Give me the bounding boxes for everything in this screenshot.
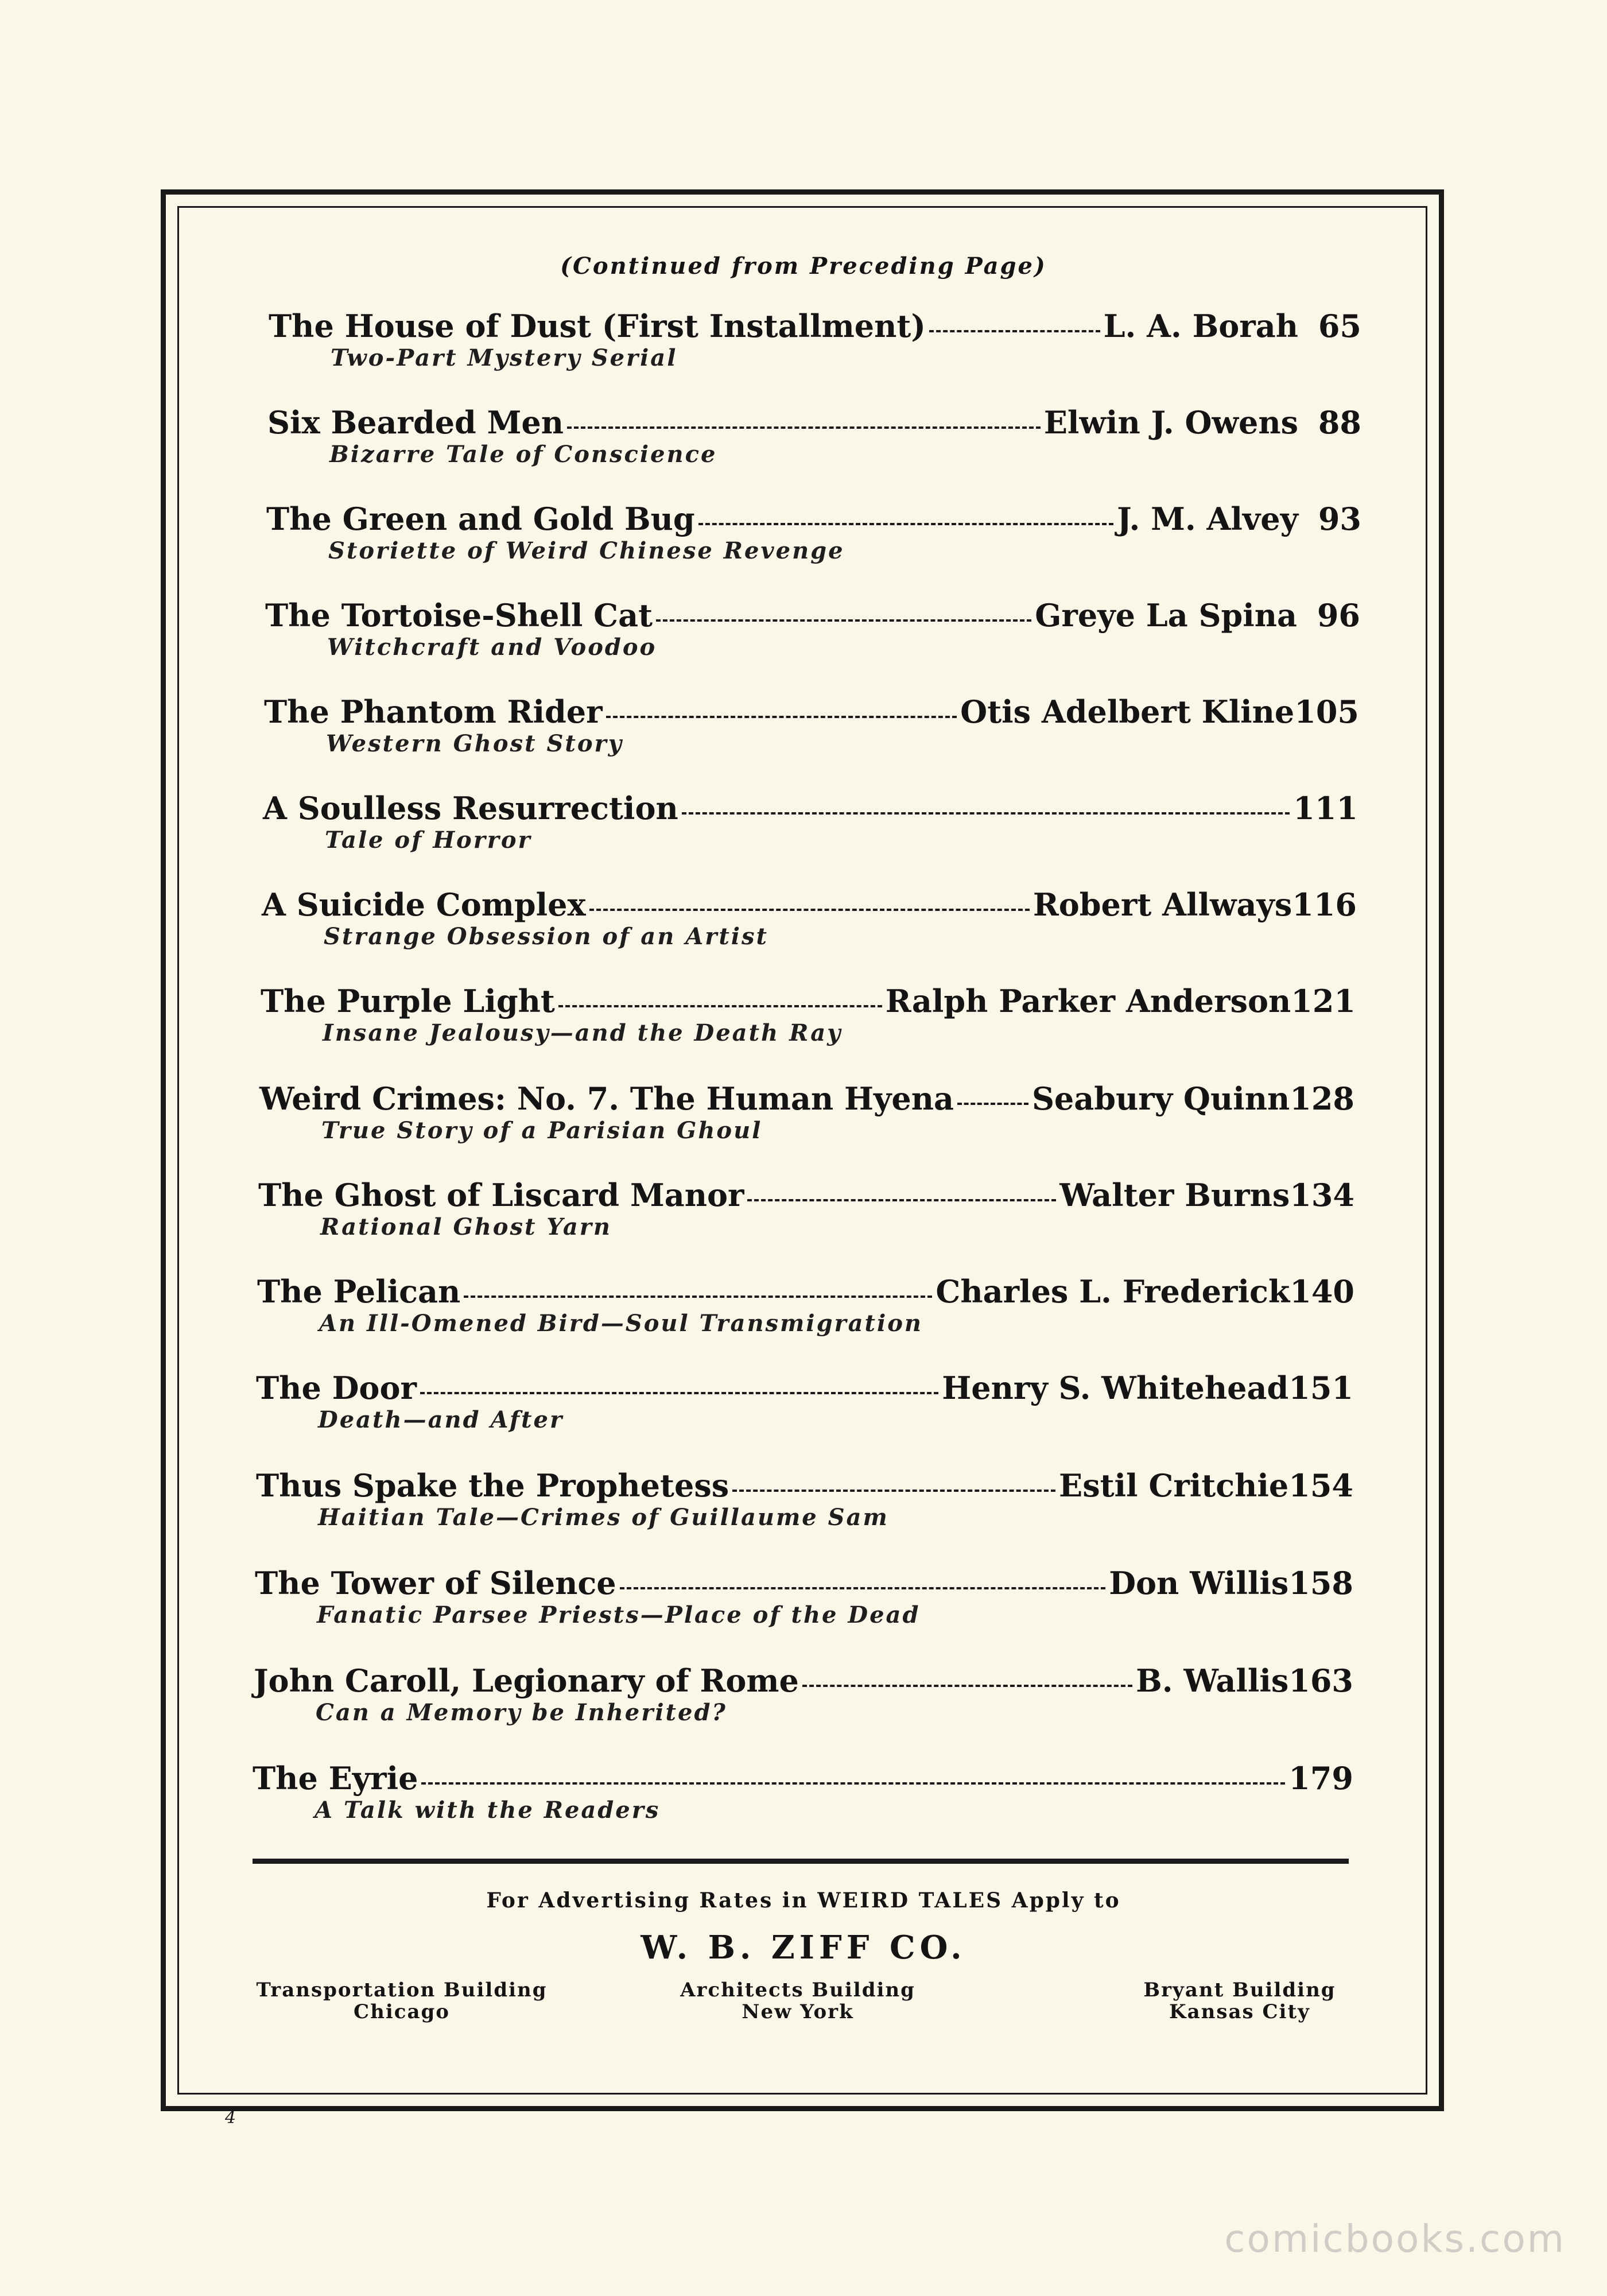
page-number: 179 (1288, 1760, 1353, 1797)
page-number: 163 (1288, 1662, 1353, 1699)
story-author: Elwin J. Owens (1043, 404, 1298, 441)
story-title: A Soulless Resurrection (263, 790, 678, 827)
dot-leader (589, 909, 1030, 911)
story-author: B. Wallis (1136, 1662, 1289, 1699)
office-building: Transportation Building (256, 1979, 548, 2002)
story-author: Charles L. Frederick (936, 1273, 1290, 1310)
story-title: The House of Dust (First Installment) (269, 308, 926, 344)
dot-leader (567, 426, 1041, 429)
dot-leader (656, 619, 1031, 622)
story-author: Seabury Quinn (1031, 1080, 1290, 1117)
story-title: A Suicide Complex (262, 886, 586, 923)
toc-entry (269, 308, 1361, 394)
page-number: 158 (1288, 1565, 1353, 1601)
toc-entry (255, 1565, 1353, 1651)
toc-entry (261, 983, 1356, 1069)
story-subtitle: Death—and After (318, 1406, 564, 1433)
toc-entry (264, 693, 1359, 779)
story-subtitle: Western Ghost Story (326, 730, 623, 757)
company-name: W. B. ZIFF CO. (641, 1929, 966, 1967)
story-subtitle: Two-Part Mystery Serial (331, 344, 678, 371)
toc-entry (254, 1662, 1353, 1748)
office-new-york (637, 1979, 958, 2023)
toc-entry (266, 501, 1361, 587)
dot-leader (682, 812, 1290, 815)
toc-entry (263, 790, 1358, 876)
toc-entry (253, 1760, 1353, 1846)
toc-entry (267, 404, 1361, 490)
office-chicago (241, 1979, 562, 2023)
story-author: Robert Allways (1032, 886, 1292, 923)
folio-number: 4 (225, 2108, 236, 2128)
dot-leader (929, 330, 1100, 332)
story-title: The Phantom Rider (264, 693, 603, 730)
dot-leader (957, 1103, 1028, 1105)
dot-leader (606, 716, 957, 718)
story-title: The Tower of Silence (255, 1565, 616, 1601)
page-number: 88 (1318, 404, 1361, 441)
story-subtitle: Insane Jealousy—and the Death Ray (323, 1019, 843, 1046)
story-title: John Caroll, Legionary of Rome (254, 1662, 799, 1699)
story-author: Walter Burns (1059, 1177, 1290, 1213)
dot-leader (558, 1005, 882, 1007)
story-title: Weird Crimes: No. 7. The Human Hyena (259, 1080, 954, 1117)
page-number: 111 (1293, 790, 1358, 827)
toc-entry (259, 1080, 1354, 1166)
page-number: 151 (1288, 1370, 1353, 1406)
story-subtitle: Witchcraft and Voodoo (327, 634, 657, 661)
toc-entry (257, 1273, 1354, 1359)
story-subtitle: Storiette of Weird Chinese Revenge (328, 537, 845, 564)
story-subtitle: Can a Memory be Inherited? (316, 1699, 727, 1726)
story-title: The Eyrie (253, 1760, 418, 1797)
story-subtitle: Tale of Horror (325, 827, 532, 854)
story-title: The Pelican (257, 1273, 461, 1310)
toc-entry (262, 886, 1357, 972)
story-author: Don Willis (1109, 1565, 1289, 1601)
dot-leader (732, 1490, 1055, 1492)
story-subtitle: A Talk with the Readers (315, 1797, 661, 1824)
page-number: 121 (1291, 983, 1356, 1019)
story-subtitle: Rational Ghost Yarn (320, 1213, 612, 1240)
story-author: Greye La Spina (1035, 597, 1297, 634)
page-number: 134 (1290, 1177, 1354, 1213)
story-title: Six Bearded Men (267, 404, 564, 441)
story-author: Henry S. Whitehead (942, 1370, 1289, 1406)
toc-entry (256, 1467, 1353, 1553)
office-building: Architects Building (680, 1979, 915, 2002)
story-title: The Green and Gold Bug (266, 501, 695, 537)
story-subtitle: An Ill-Omened Bird—Soul Transmigration (319, 1310, 923, 1337)
office-city: Chicago (354, 2000, 450, 2023)
dot-leader (747, 1199, 1056, 1201)
page-number: 96 (1317, 597, 1360, 634)
dot-leader (620, 1587, 1106, 1589)
story-title: The Door (256, 1370, 417, 1406)
advertising-note: For Advertising Rates in WEIRD TALES Apply to (486, 1888, 1121, 1913)
office-building: Bryant Building (1143, 1979, 1336, 2002)
toc-entry (256, 1370, 1353, 1456)
dot-leader (464, 1296, 932, 1298)
story-title: The Ghost of Liscard Manor (258, 1177, 744, 1213)
story-title: The Tortoise-Shell Cat (265, 597, 653, 634)
page-number: 65 (1318, 308, 1361, 344)
story-author: Otis Adelbert Kline (960, 693, 1295, 730)
story-title: The Purple Light (261, 983, 555, 1019)
continued-note: (Continued from Preceding Page) (560, 253, 1047, 280)
toc-entry (258, 1177, 1354, 1263)
story-author: J. M. Alvey (1117, 501, 1298, 537)
story-subtitle: Haitian Tale—Crimes of Guillaume Sam (318, 1504, 889, 1531)
story-subtitle: Fanatic Parsee Priests—Place of the Dead (317, 1601, 921, 1628)
page-number: 140 (1290, 1273, 1354, 1310)
office-city: Kansas City (1169, 2000, 1310, 2023)
page-number: 128 (1290, 1080, 1354, 1117)
toc-entry (265, 597, 1360, 683)
page-number: 105 (1294, 693, 1359, 730)
story-author: L. A. Borah (1103, 308, 1298, 344)
page-number: 154 (1288, 1467, 1353, 1504)
divider-rule (253, 1859, 1349, 1864)
page-number: 93 (1318, 501, 1361, 537)
story-subtitle: True Story of a Parisian Ghoul (321, 1117, 763, 1144)
dot-leader (420, 1392, 938, 1394)
story-subtitle: Bizarre Tale of Conscience (329, 441, 717, 468)
dot-leader (698, 523, 1114, 525)
story-author: Ralph Parker Anderson (885, 983, 1291, 1019)
office-city: New York (742, 2000, 854, 2023)
site-watermark: comicbooks.com (1224, 2217, 1566, 2261)
story-author: Estil Critchie (1059, 1467, 1289, 1504)
page-number: 116 (1292, 886, 1357, 923)
story-title: Thus Spake the Prophetess (256, 1467, 729, 1504)
office-kansas-city (1079, 1979, 1400, 2023)
story-subtitle: Strange Obsession of an Artist (324, 923, 768, 950)
dot-leader (802, 1685, 1132, 1687)
dot-leader (421, 1782, 1285, 1785)
